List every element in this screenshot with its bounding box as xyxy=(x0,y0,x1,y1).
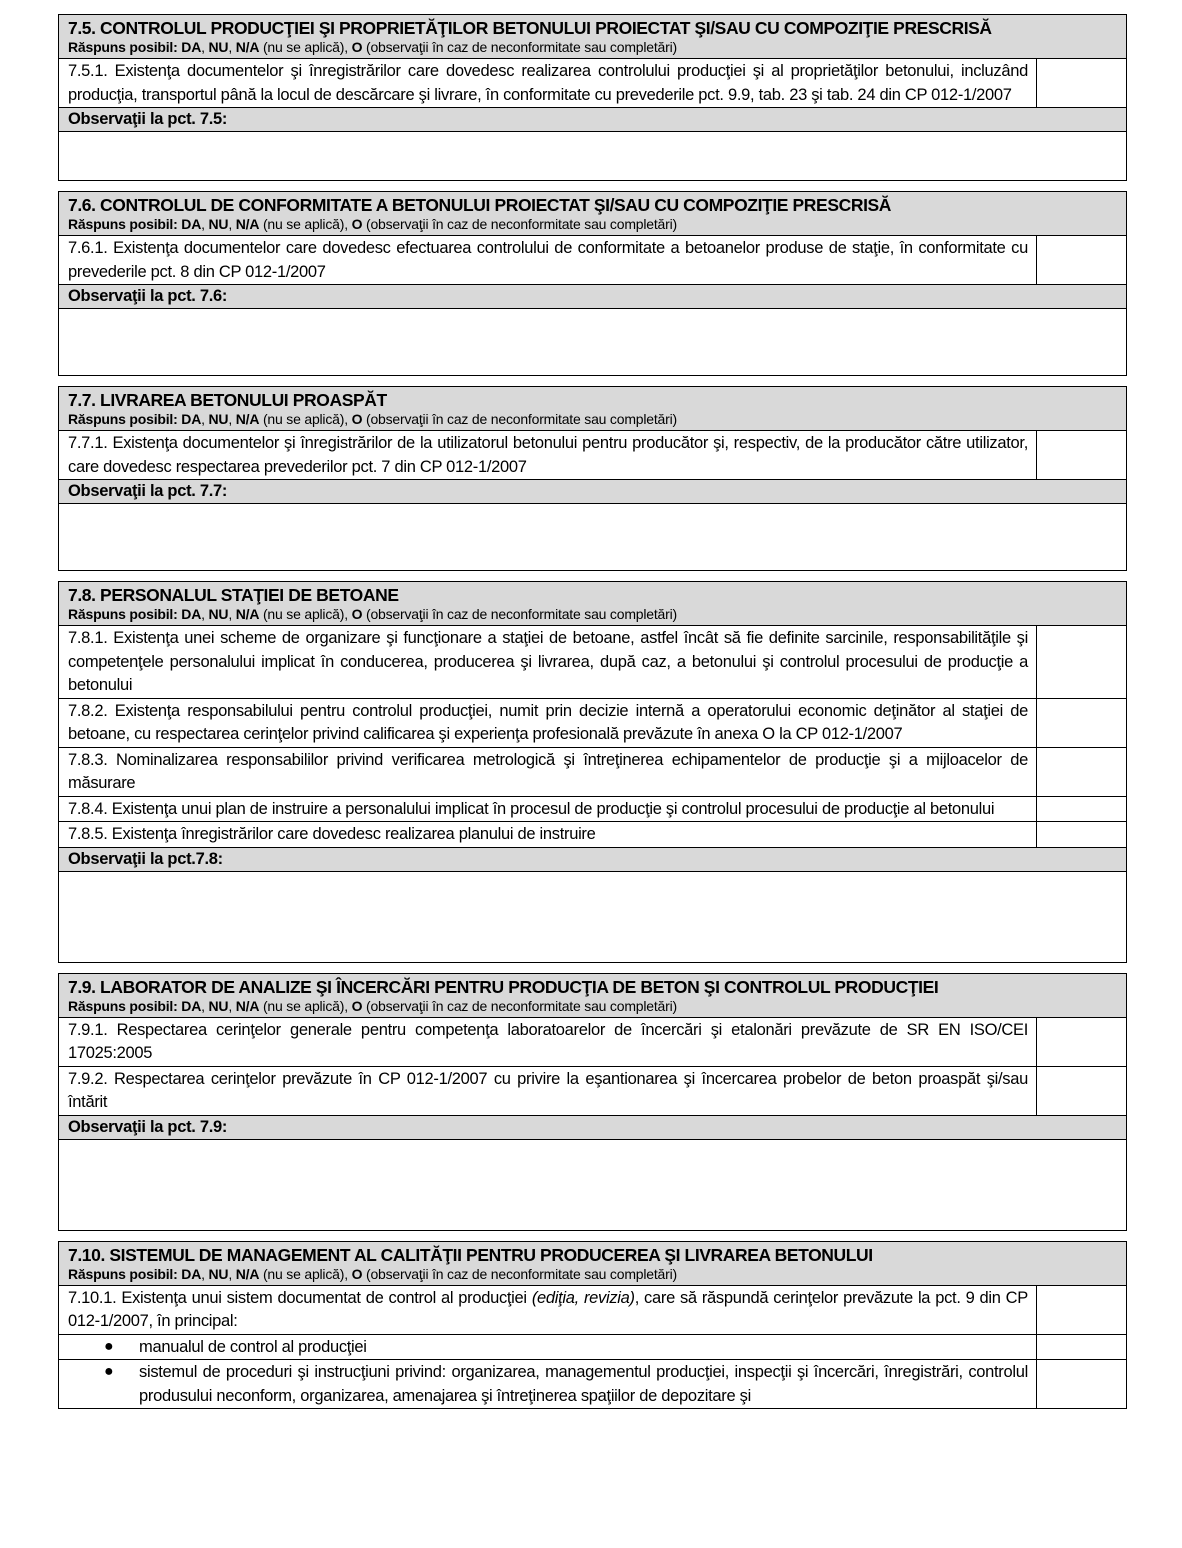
item-text: 7.9.1. Respectarea cerinţelor generale pentru competenţa laboratoarelor de încercări şi etalonări prevăzute de SR EN ISO/CEI 17025:2005 xyxy=(59,1017,1037,1066)
observations-label-7-5: Observaţii la pct. 7.5: xyxy=(59,108,1127,132)
checklist-item-7-8-2 xyxy=(59,698,1127,747)
checklist-item-7-8-4 xyxy=(59,796,1127,822)
checklist-item-7-8-5 xyxy=(59,822,1127,848)
response-options: Răspuns posibil: DA, NU, N/A (nu se aplică), O (observaţii în caz de neconformitate sau completări) xyxy=(68,606,677,622)
observations-field-7-8[interactable] xyxy=(59,871,1127,962)
answer-cell[interactable] xyxy=(1037,236,1127,285)
observations-label-7-9: Observaţii la pct. 7.9: xyxy=(59,1115,1127,1139)
checklist-bullet-item xyxy=(59,1360,1127,1409)
bullet-text: sistemul de proceduri şi instrucţiuni privind: organizarea, managementul producţiei, inspecţii şi încercări, înregistrări, controlul produsului neconform, organizarea, amenajarea şi întreţinerea spaţiilor de depozitare şi xyxy=(139,1363,1028,1405)
observations-field-7-5[interactable] xyxy=(59,132,1127,181)
answer-cell[interactable] xyxy=(1037,1285,1127,1334)
checklist-item-7-8-1 xyxy=(59,626,1127,699)
section-header-7-5 xyxy=(59,15,1127,59)
checklist-item-7-5-1 xyxy=(59,59,1127,108)
section-title: 7.8. PERSONALUL STAŢIEI DE BETOANE xyxy=(68,585,399,605)
item-text: 7.6.1. Existenţa documentelor care dovedesc efectuarea controlului de conformitate a betoanelor produse de staţie, în conformitate cu prevederile pct. 8 din CP 012-1/2007 xyxy=(59,236,1037,285)
response-options: Răspuns posibil: DA, NU, N/A (nu se aplică), O (observaţii în caz de neconformitate sau completări) xyxy=(68,997,677,1014)
response-options: Răspuns posibil: DA, NU, N/A (nu se aplică), O (observaţii în caz de neconformitate sau completări) xyxy=(68,411,677,427)
observations-field-7-6[interactable] xyxy=(59,309,1127,376)
bullet-icon: ● xyxy=(104,1363,114,1380)
section-title: 7.9. LABORATOR DE ANALIZE ŞI ÎNCERCĂRI PENTRU PRODUCŢIA DE BETON ŞI CONTROLUL PRODUCŢIEI xyxy=(68,976,939,997)
checklist-item-7-9-2 xyxy=(59,1066,1127,1115)
answer-cell[interactable] xyxy=(1037,698,1127,747)
answer-cell[interactable] xyxy=(1037,1334,1127,1360)
answer-cell[interactable] xyxy=(1037,59,1127,108)
observations-field-7-7[interactable] xyxy=(59,504,1127,571)
checklist-item-7-8-3 xyxy=(59,747,1127,796)
section-header-7-8 xyxy=(59,582,1127,626)
answer-cell[interactable] xyxy=(1037,822,1127,848)
section-header-7-6 xyxy=(59,192,1127,236)
answer-cell[interactable] xyxy=(1037,747,1127,796)
item-text: 7.5.1. Existenţa documentelor şi înregistrărilor care dovedesc realizarea controlului producţiei şi al proprietăţilor betonului, incluzând producţia, transportul până la locul de descărcare şi livrare, în conformitate cu prevederile pct. 9.9, tab. 23 şi tab. 24 din CP 012-1/2007 xyxy=(59,59,1037,108)
bullet-text: manualul de control al producţiei xyxy=(139,1337,367,1356)
answer-cell[interactable] xyxy=(1037,626,1127,699)
answer-cell[interactable] xyxy=(1037,431,1127,480)
item-text: 7.8.2. Existenţa responsabilului pentru controlul producţiei, numit prin decizie internă a operatorului economic deţinător al staţiei de betoane, cu respectarea cerinţelor privind calificarea şi experienţa profesională prevăzute în anexa O la CP 012-1/2007 xyxy=(59,698,1037,747)
item-text: 7.8.3. Nominalizarea responsabililor privind verificarea metrologică şi întreţinerea echipamentelor de producţie şi a mijloacelor de măsurare xyxy=(59,747,1037,796)
section-header-7-7 xyxy=(59,387,1127,431)
item-text: 7.8.5. Existenţa înregistrărilor care dovedesc realizarea planului de instruire xyxy=(59,822,1037,848)
observations-label-7-6: Observaţii la pct. 7.6: xyxy=(59,285,1127,309)
item-text: 7.8.1. Existenţa unei scheme de organizare şi funcţionare a staţiei de betoane, astfel încât să fie definite sarcinile, responsabilităţile şi competenţele personalului implicat în conducerea, producerea şi livrarea, după caz, a betonului şi controlul procesului de producţie a betonului xyxy=(59,626,1037,699)
section-header-7-10 xyxy=(59,1241,1127,1285)
section-title: 7.5. CONTROLUL PRODUCŢIEI ŞI PROPRIETĂŢILOR BETONULUI PROIECTAT ŞI/SAU CU COMPOZIŢIE PRESCRISĂ xyxy=(68,18,992,38)
response-options: Răspuns posibil: DA, NU, N/A (nu se aplică), O (observaţii în caz de neconformitate sau completări) xyxy=(68,39,677,55)
checklist-item-7-10-1 xyxy=(59,1285,1127,1334)
checklist-item-7-6-1 xyxy=(59,236,1127,285)
checklist-item-7-9-1 xyxy=(59,1017,1127,1066)
observations-label-7-8: Observaţii la pct.7.8: xyxy=(59,847,1127,871)
response-options: Răspuns posibil: DA, NU, N/A (nu se aplică), O (observaţii în caz de neconformitate sau completări) xyxy=(68,216,677,232)
section-title: 7.7. LIVRAREA BETONULUI PROASPĂT xyxy=(68,390,387,410)
observations-field-7-9[interactable] xyxy=(59,1139,1127,1230)
item-text: 7.9.2. Respectarea cerinţelor prevăzute în CP 012-1/2007 cu privire la eşantionarea şi încercarea probelor de beton proaspăt şi/sau întărit xyxy=(59,1066,1037,1115)
section-title: 7.6. CONTROLUL DE CONFORMITATE A BETONULUI PROIECTAT ŞI/SAU CU COMPOZIŢIE PRESCRISĂ xyxy=(68,195,892,215)
item-text: 7.10.1. Existenţa unui sistem documentat de control al producţiei (ediţia, revizia), care să răspundă cerinţelor prevăzute la pct. 9 din CP 012-1/2007, în principal: xyxy=(59,1285,1037,1334)
item-text: 7.8.4. Existenţa unui plan de instruire a personalului implicat în procesul de producţie şi controlul procesului de producţie al betonului xyxy=(59,796,1037,822)
checklist-document xyxy=(58,14,1126,1409)
response-options: Răspuns posibil: DA, NU, N/A (nu se aplică), O (observaţii în caz de neconformitate sau completări) xyxy=(68,1265,677,1282)
answer-cell[interactable] xyxy=(1037,1066,1127,1115)
checklist-bullet-item xyxy=(59,1334,1127,1360)
answer-cell[interactable] xyxy=(1037,796,1127,822)
checklist-table xyxy=(58,14,1127,1409)
observations-label-7-7: Observaţii la pct. 7.7: xyxy=(59,480,1127,504)
item-text: 7.7.1. Existenţa documentelor şi înregistrărilor de la utilizatorul betonului pentru producător şi, respectiv, de la producător către utilizator, care dovedesc respectarea prevederilor pct. 7 din CP 012-1/2007 xyxy=(59,431,1037,480)
answer-cell[interactable] xyxy=(1037,1017,1127,1066)
answer-cell[interactable] xyxy=(1037,1360,1127,1409)
section-title: 7.10. SISTEMUL DE MANAGEMENT AL CALITĂŢII PENTRU PRODUCEREA ŞI LIVRAREA BETONULUI xyxy=(68,1244,873,1265)
checklist-item-7-7-1 xyxy=(59,431,1127,480)
section-header-7-9 xyxy=(59,973,1127,1017)
bullet-icon: ● xyxy=(104,1337,114,1355)
